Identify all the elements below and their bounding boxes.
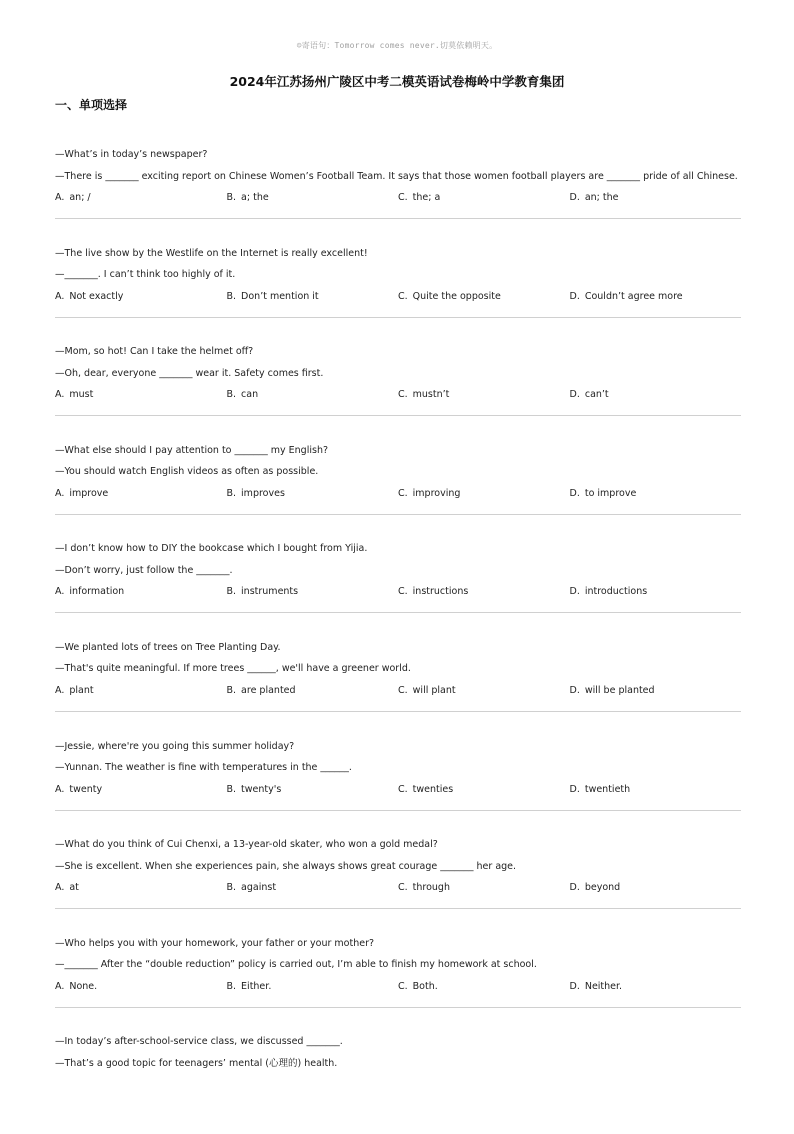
answer-option[interactable] <box>570 191 742 207</box>
option-letter: A. <box>55 980 65 992</box>
answer-options <box>55 487 741 503</box>
option-text: plant <box>69 684 94 696</box>
question-dialogue-line: —That’s a good topic for teenagers’ mental (心理的) health. <box>55 1057 338 1069</box>
answer-option[interactable] <box>570 585 742 601</box>
option-letter: A. <box>55 487 65 499</box>
option-letter: B. <box>226 684 237 696</box>
option-text: twenty's <box>241 783 282 795</box>
question-item <box>55 345 741 444</box>
answer-option[interactable] <box>570 290 742 306</box>
option-letter: C. <box>398 290 408 302</box>
option-text: against <box>241 882 277 894</box>
option-letter: B. <box>226 192 237 203</box>
option-letter: B. <box>226 980 237 992</box>
answer-option[interactable] <box>398 881 570 897</box>
option-letter: A. <box>55 192 65 203</box>
answer-option[interactable] <box>227 980 399 996</box>
answer-option[interactable] <box>398 585 570 601</box>
question-item <box>55 838 741 937</box>
answer-option[interactable] <box>55 191 227 207</box>
question-dialogue-line: —What’s in today’s newspaper? <box>55 149 208 160</box>
question-dialogue-line: —The live show by the Westlife on the Internet is really excellent! <box>55 247 368 259</box>
answer-options <box>55 881 741 897</box>
option-text: Either. <box>241 980 272 992</box>
option-text: Both. <box>412 980 438 992</box>
option-letter: D. <box>569 290 580 302</box>
answer-options <box>55 684 741 700</box>
question-divider <box>55 317 741 318</box>
answer-option[interactable] <box>55 388 227 404</box>
answer-option[interactable] <box>398 290 570 306</box>
question-dialogue-line: —There is _______ exciting report on Chinese Women’s Football Team. It says that those women football players are _______ pride of all Chinese. <box>55 170 738 182</box>
option-letter: A. <box>55 389 65 401</box>
option-text: will plant <box>412 684 456 696</box>
answer-option[interactable] <box>227 783 399 799</box>
option-letter: D. <box>569 684 580 696</box>
option-letter: A. <box>55 586 65 598</box>
question-dialogue-line: —Jessie, where're you going this summer holiday? <box>55 740 295 752</box>
question-item <box>55 1035 741 1134</box>
question-dialogue-line: —She is excellent. When she experiences pain, she always shows great courage _______ her age. <box>55 860 517 872</box>
option-text: will be planted <box>584 684 655 696</box>
question-item <box>55 148 741 247</box>
question-dialogue-line: —Who helps you with your homework, your father or your mother? <box>55 937 375 949</box>
option-letter: D. <box>569 487 580 499</box>
option-letter: B. <box>226 389 237 401</box>
option-letter: C. <box>398 684 408 696</box>
option-text: through <box>412 882 450 894</box>
question-divider <box>55 908 741 909</box>
option-letter: D. <box>569 192 580 203</box>
question-divider <box>55 218 741 219</box>
option-letter: C. <box>398 389 408 401</box>
option-letter: B. <box>226 487 237 499</box>
question-item <box>55 937 741 1036</box>
option-text: an; the <box>584 192 619 203</box>
answer-option[interactable] <box>227 191 399 207</box>
option-text: Neither. <box>584 980 623 992</box>
answer-option[interactable] <box>570 980 742 996</box>
answer-options <box>55 191 741 207</box>
option-letter: B. <box>226 783 237 795</box>
question-divider <box>55 711 741 712</box>
option-text: an; / <box>69 192 91 203</box>
question-divider <box>55 1007 741 1008</box>
answer-option[interactable] <box>55 585 227 601</box>
option-text: a; the <box>241 192 269 203</box>
question-dialogue-line: —What else should I pay attention to _______ my English? <box>55 444 329 456</box>
answer-option[interactable] <box>227 881 399 897</box>
answer-option[interactable] <box>55 487 227 503</box>
answer-option[interactable] <box>398 388 570 404</box>
option-letter: C. <box>398 783 408 795</box>
answer-option[interactable] <box>227 388 399 404</box>
answer-option[interactable] <box>55 783 227 799</box>
question-dialogue-line: —Don’t worry, just follow the _______. <box>55 564 233 576</box>
question-item <box>55 641 741 740</box>
option-text: Don’t mention it <box>241 290 319 302</box>
question-divider <box>55 612 741 613</box>
question-item <box>55 247 741 346</box>
option-letter: B. <box>226 290 237 302</box>
answer-option[interactable] <box>570 881 742 897</box>
option-letter: D. <box>569 783 580 795</box>
question-item <box>55 740 741 839</box>
question-dialogue-line: —_______ After the “double reduction” policy is carried out, I’m able to finish my homework at school. <box>55 959 537 971</box>
answer-options <box>55 980 741 996</box>
option-text: information <box>69 586 125 598</box>
question-dialogue-line: —What do you think of Cui Chenxi, a 13-year-old skater, who won a gold medal? <box>55 839 438 851</box>
option-text: instruments <box>241 586 299 598</box>
option-text: to improve <box>584 487 637 499</box>
option-letter: B. <box>226 586 237 598</box>
question-dialogue-line: —Oh, dear, everyone _______ wear it. Safety comes first. <box>55 367 324 379</box>
question-dialogue-line: —We planted lots of trees on Tree Planting Day. <box>55 641 281 653</box>
option-text: twenty <box>69 783 103 795</box>
answer-option[interactable] <box>570 388 742 404</box>
option-letter: A. <box>55 684 65 696</box>
question-divider <box>55 514 741 515</box>
option-text: improves <box>241 487 285 499</box>
option-text: must <box>69 389 94 401</box>
option-letter: B. <box>226 882 237 894</box>
answer-option[interactable] <box>570 783 742 799</box>
option-letter: C. <box>398 980 408 992</box>
question-dialogue-line: —That's quite meaningful. If more trees ______, we'll have a greener world. <box>55 663 411 675</box>
option-letter: A. <box>55 783 65 795</box>
answer-option[interactable] <box>398 191 570 207</box>
answer-options <box>55 388 741 404</box>
answer-option[interactable] <box>227 290 399 306</box>
answer-options <box>55 290 741 306</box>
question-dialogue-line: —Mom, so hot! Can I take the helmet off? <box>55 346 254 358</box>
option-text: improving <box>412 487 461 499</box>
question-item <box>55 444 741 543</box>
question-dialogue-line: —I don’t know how to DIY the bookcase which I bought from Yijia. <box>55 543 368 555</box>
option-letter: C. <box>398 487 408 499</box>
question-dialogue-line: —In today’s after-school-service class, we discussed _______. <box>55 1036 343 1048</box>
option-letter: A. <box>55 882 65 894</box>
option-text: twenties <box>412 783 454 795</box>
question-item <box>55 542 741 641</box>
answer-option[interactable] <box>55 290 227 306</box>
question-dialogue-line: —Yunnan. The weather is fine with temperatures in the ______. <box>55 762 352 774</box>
question-dialogue-line: —_______. I can’t think too highly of it. <box>55 269 236 281</box>
option-text: improve <box>69 487 109 499</box>
option-letter: C. <box>398 192 408 203</box>
answer-option[interactable] <box>570 684 742 700</box>
document-title: 2024年江苏扬州广陵区中考二模英语试卷梅岭中学教育集团 <box>229 74 565 89</box>
answer-option[interactable] <box>398 684 570 700</box>
option-text: beyond <box>584 882 621 894</box>
answer-option[interactable] <box>398 487 570 503</box>
option-text: are planted <box>241 684 296 696</box>
option-text: instructions <box>412 586 469 598</box>
answer-option[interactable] <box>227 684 399 700</box>
answer-options <box>55 783 741 799</box>
question-divider <box>55 415 741 416</box>
option-text: mustn’t <box>412 389 450 401</box>
option-text: at <box>69 882 79 894</box>
option-letter: A. <box>55 290 65 302</box>
answer-option[interactable] <box>570 487 742 503</box>
option-letter: D. <box>569 882 580 894</box>
answer-option[interactable] <box>55 684 227 700</box>
option-text: can <box>241 389 259 401</box>
answer-option[interactable] <box>227 585 399 601</box>
option-text: can’t <box>584 389 609 401</box>
answer-option[interactable] <box>55 980 227 996</box>
option-text: Couldn’t agree more <box>584 290 683 302</box>
option-letter: C. <box>398 882 408 894</box>
option-text: Not exactly <box>69 290 124 302</box>
option-text: None. <box>69 980 98 992</box>
option-text: introductions <box>584 586 648 598</box>
option-text: Quite the opposite <box>412 290 501 302</box>
question-list <box>55 148 741 1134</box>
answer-option[interactable] <box>398 980 570 996</box>
answer-option[interactable] <box>227 487 399 503</box>
question-divider <box>55 810 741 811</box>
section-title: 一、单项选择 <box>55 98 128 112</box>
answer-option[interactable] <box>398 783 570 799</box>
option-letter: D. <box>569 389 580 401</box>
page-watermark: ☺寄语句：Tomorrow comes never.切莫依赖明天。 <box>296 41 498 50</box>
option-text: the; a <box>412 192 441 203</box>
option-letter: C. <box>398 586 408 598</box>
question-dialogue-line: —You should watch English videos as often as possible. <box>55 466 319 478</box>
option-letter: D. <box>569 586 580 598</box>
option-letter: D. <box>569 980 580 992</box>
answer-options <box>55 585 741 601</box>
answer-option[interactable] <box>55 881 227 897</box>
option-text: twentieth <box>584 783 631 795</box>
